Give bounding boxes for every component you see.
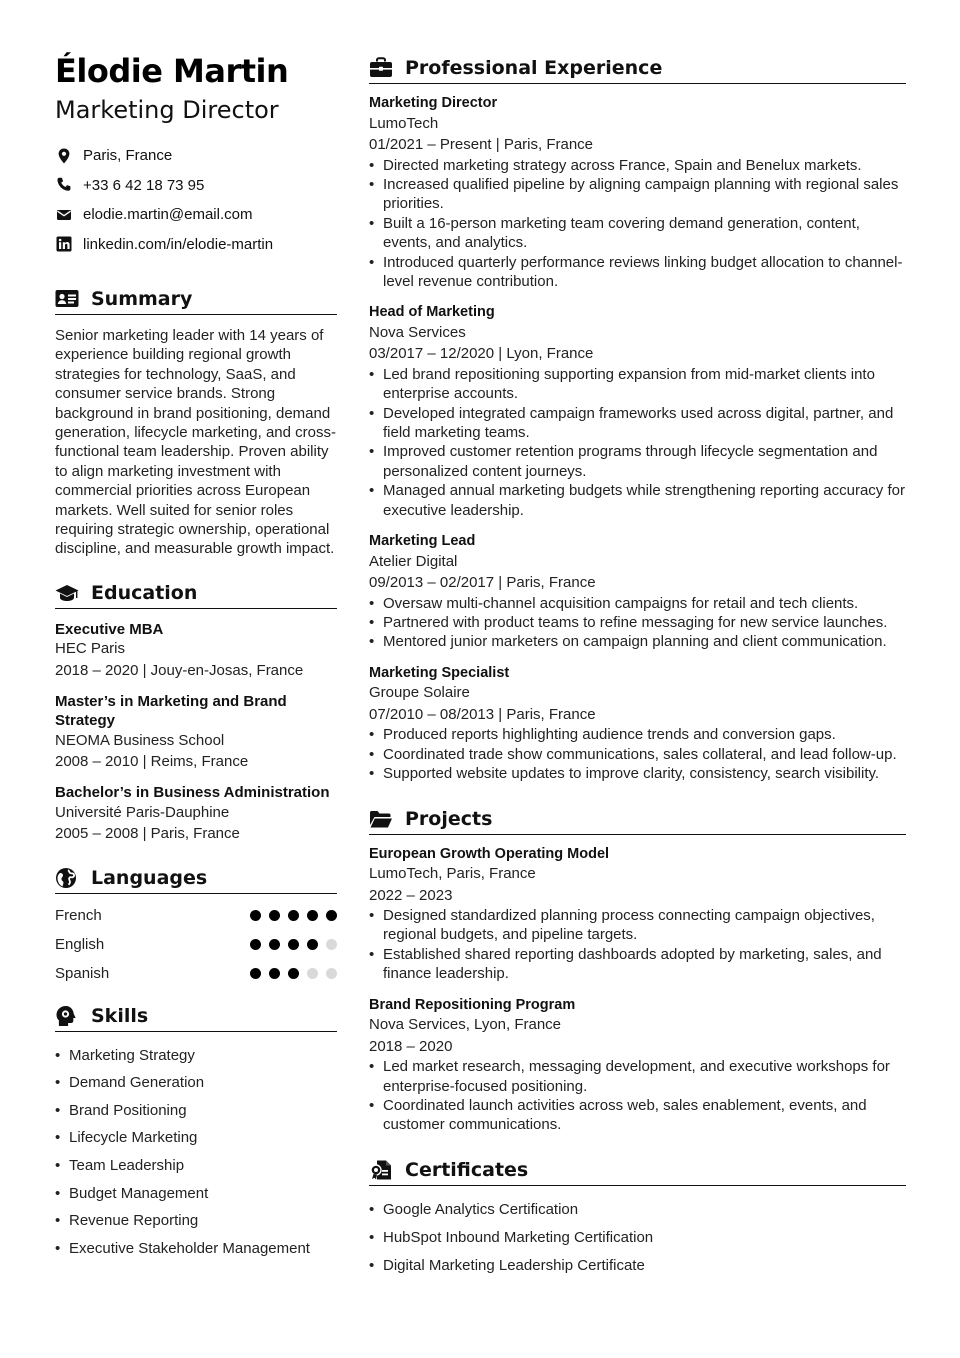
level-dot-filled xyxy=(250,968,261,979)
level-dot-filled xyxy=(307,910,318,921)
education-heading-row xyxy=(55,581,337,609)
language-name: English xyxy=(55,936,105,954)
bullet-text: Introduced quarterly performance reviews linking budget allocation to channel-level revenue contribution. xyxy=(383,253,903,290)
skill-text: Demand Generation xyxy=(69,1074,205,1092)
level-dot-filled xyxy=(326,910,337,921)
project-bullets xyxy=(369,1057,906,1135)
bullet-glyph: • xyxy=(369,633,375,651)
contact-list xyxy=(55,141,337,259)
level-dot-empty xyxy=(307,968,318,979)
project-meta: 2022 – 2023 xyxy=(369,886,453,904)
globe-icon xyxy=(55,867,81,889)
bullet-item xyxy=(369,253,906,292)
contact-phone xyxy=(55,171,337,201)
job-bullets xyxy=(369,156,906,292)
bullet-glyph: • xyxy=(55,1046,61,1064)
bullet-item xyxy=(369,214,906,253)
bullet-glyph: • xyxy=(369,594,375,612)
bullet-item xyxy=(369,365,906,404)
job-role: Marketing Director xyxy=(369,95,498,111)
project-name: European Growth Operating Model xyxy=(369,845,610,862)
level-dot-filled xyxy=(307,939,318,950)
location-text: Paris, France xyxy=(83,147,173,165)
job-org: LumoTech xyxy=(369,114,439,132)
level-dot-filled xyxy=(288,939,299,950)
bullet-text: Coordinated trade show communications, sales collateral, and lead follow-up. xyxy=(383,745,897,763)
skills-heading: Skills xyxy=(91,1005,149,1028)
languages-heading: Languages xyxy=(91,867,208,890)
bullet-item xyxy=(369,175,906,214)
experience-heading: Professional Experience xyxy=(405,57,663,79)
certificates-list xyxy=(369,1196,906,1280)
bullet-glyph: • xyxy=(369,1201,375,1219)
bullet-text: Partnered with product teams to refine messaging for new service launches. xyxy=(383,614,888,631)
linkedin-icon xyxy=(55,236,72,253)
bullet-glyph: • xyxy=(369,253,375,271)
language-level-dots xyxy=(250,968,337,979)
level-dot-filled xyxy=(250,910,261,921)
projects-heading-row xyxy=(369,807,906,835)
education-meta: 2008 – 2010 | Reims, France xyxy=(55,753,249,771)
bullet-item xyxy=(369,725,906,744)
education-item xyxy=(55,692,337,773)
bullet-glyph: • xyxy=(369,765,375,783)
bullet-glyph: • xyxy=(369,1257,375,1275)
skill-item xyxy=(55,1041,337,1069)
certificate-icon xyxy=(369,1159,395,1181)
level-dot-empty xyxy=(326,939,337,950)
level-dot-filled xyxy=(288,910,299,921)
bullet-item xyxy=(369,442,906,481)
bullet-glyph: • xyxy=(369,614,375,631)
bullet-item xyxy=(369,1096,906,1135)
contact-location xyxy=(55,141,337,171)
bullet-text: Designed standardized planning process connecting campaign objectives, regional budgets, and pipeline targets. xyxy=(383,907,875,944)
bullet-glyph: • xyxy=(369,214,375,232)
education-meta: 2005 – 2008 | Paris, France xyxy=(55,825,240,843)
skill-item xyxy=(55,1069,337,1097)
right-column xyxy=(369,56,906,1280)
language-row xyxy=(55,959,337,988)
email-link[interactable]: elodie.martin@email.com xyxy=(83,206,253,224)
folder-icon xyxy=(369,808,395,830)
bullet-item xyxy=(369,613,906,632)
phone-text: +33 6 42 18 73 95 xyxy=(83,176,205,194)
language-level-dots xyxy=(250,939,337,950)
job-bullets xyxy=(369,365,906,520)
project-meta: 2018 – 2020 xyxy=(369,1037,453,1055)
skills-section xyxy=(55,1004,337,1262)
certificates-section xyxy=(369,1158,906,1280)
certificate-text: Google Analytics Certification xyxy=(383,1201,579,1219)
job-meta: 01/2021 – Present | Paris, France xyxy=(369,136,594,153)
summary-heading-row xyxy=(55,287,337,315)
skills-list xyxy=(55,1041,337,1262)
graduation-cap-icon xyxy=(55,582,81,604)
bullet-text: Established shared reporting dashboards adopted by marketing, sales, and finance leadership. xyxy=(383,945,882,983)
bullet-text: Improved customer retention programs through lifecycle segmentation and personalized content journeys. xyxy=(383,443,878,480)
job-role: Head of Marketing xyxy=(369,304,495,321)
bullet-glyph: • xyxy=(369,745,375,763)
project-entry xyxy=(369,996,906,1135)
bullet-text: Managed annual marketing budgets while strengthening reporting accuracy for executive leadership. xyxy=(383,482,905,519)
job-bullets xyxy=(369,594,906,652)
bullet-glyph: • xyxy=(369,365,375,383)
bullet-glyph: • xyxy=(369,482,375,500)
job-meta: 03/2017 – 12/2020 | Lyon, France xyxy=(369,345,594,363)
skill-item xyxy=(55,1207,337,1235)
project-bullets xyxy=(369,906,906,984)
language-list xyxy=(55,901,337,988)
job-entry xyxy=(369,664,906,784)
bullet-item xyxy=(369,632,906,651)
id-card-icon xyxy=(55,288,81,310)
degree: Bachelor’s in Business Administration xyxy=(55,784,330,802)
certificate-text: Digital Marketing Leadership Certificate xyxy=(383,1257,645,1275)
job-org: Nova Services xyxy=(369,323,466,341)
skill-text: Executive Stakeholder Management xyxy=(69,1239,310,1257)
bullet-glyph: • xyxy=(369,907,375,925)
job-org: Groupe Solaire xyxy=(369,684,470,702)
bullet-glyph: • xyxy=(369,175,375,193)
skill-text: Lifecycle Marketing xyxy=(69,1129,198,1147)
language-name: French xyxy=(55,907,102,925)
candidate-title: Marketing Director xyxy=(55,96,279,124)
summary-text: Senior marketing leader with 14 years of experience building regional growth strategies for technology, SaaS, and consumer service brands. Strong background in brand positioning, demand generation, lifecycle marketing, and cross-functional team leadership. Proven ability to align marketing investment with commercial priorities across European markets. Well suited for senior roles requiring strategic ownership, operational discipline, and measurable growth impact. xyxy=(55,327,336,558)
bullet-glyph: • xyxy=(55,1157,61,1175)
education-meta: 2018 – 2020 | Jouy-en-Josas, France xyxy=(55,661,304,679)
education-item xyxy=(55,620,337,681)
bullet-glyph: • xyxy=(55,1212,61,1230)
skill-text: Marketing Strategy xyxy=(69,1046,195,1064)
degree: Executive MBA xyxy=(55,620,164,638)
bullet-glyph: • xyxy=(55,1129,61,1147)
projects-section xyxy=(369,807,906,1135)
level-dot-empty xyxy=(326,968,337,979)
education-item xyxy=(55,783,337,844)
bullet-text: Directed marketing strategy across France, Spain and Benelux markets. xyxy=(383,156,862,174)
certificates-heading: Certificates xyxy=(405,1158,529,1181)
bullet-item xyxy=(369,1057,906,1096)
job-meta: 07/2010 – 08/2013 | Paris, France xyxy=(369,705,596,723)
bullet-item xyxy=(369,764,906,783)
language-row xyxy=(55,901,337,930)
skill-item xyxy=(55,1097,337,1125)
envelope-icon xyxy=(55,206,72,223)
bullet-item xyxy=(369,745,906,764)
contact-linkedin[interactable] xyxy=(55,230,337,260)
job-entry xyxy=(369,303,906,520)
job-entry xyxy=(369,532,906,652)
bullet-text: Oversaw multi-channel acquisition campaigns for retail and tech clients. xyxy=(383,594,859,612)
skill-text: Revenue Reporting xyxy=(69,1212,199,1230)
skill-text: Brand Positioning xyxy=(69,1101,187,1119)
certificate-item xyxy=(369,1196,906,1224)
project-org: Nova Services, Lyon, France xyxy=(369,1016,562,1034)
bullet-glyph: • xyxy=(369,1096,375,1114)
bullet-item xyxy=(369,945,906,984)
education-heading: Education xyxy=(91,581,198,604)
bullet-glyph: • xyxy=(55,1074,61,1092)
languages-heading-row xyxy=(55,866,337,894)
job-org: Atelier Digital xyxy=(369,552,458,570)
bullet-text: Increased qualified pipeline by aligning campaign planning with regional sales priorities. xyxy=(383,175,899,213)
job-role: Marketing Specialist xyxy=(369,664,510,681)
experience-heading-row xyxy=(369,56,906,84)
degree: Master’s in Marketing and Brand Strategy xyxy=(55,692,287,730)
left-column xyxy=(55,52,337,1262)
bullet-text: Mentored junior marketers on campaign planning and client communication. xyxy=(383,633,887,651)
bullet-glyph: • xyxy=(369,1229,375,1247)
bullet-item xyxy=(369,404,906,443)
project-name: Brand Repositioning Program xyxy=(369,996,576,1013)
projects-heading: Projects xyxy=(405,807,493,830)
summary-heading: Summary xyxy=(91,288,193,310)
contact-email[interactable] xyxy=(55,200,337,230)
project-entry xyxy=(369,845,906,984)
bullet-item xyxy=(369,481,906,520)
skill-item xyxy=(55,1152,337,1180)
certificate-item xyxy=(369,1224,906,1252)
institution: HEC Paris xyxy=(55,640,126,658)
bullet-text: Developed integrated campaign frameworks used across digital, partner, and field marketing teams. xyxy=(383,404,894,442)
bullet-glyph: • xyxy=(369,404,375,422)
project-org: LumoTech, Paris, France xyxy=(369,865,536,883)
bullet-text: Produced reports highlighting audience trends and conversion gaps. xyxy=(383,726,836,744)
candidate-name: Élodie Martin xyxy=(55,52,289,90)
experience-section xyxy=(369,56,906,784)
bullet-glyph: • xyxy=(369,1058,375,1076)
bullet-glyph: • xyxy=(369,945,375,963)
certificates-heading-row xyxy=(369,1158,906,1186)
linkedin-link[interactable]: linkedin.com/in/elodie-martin xyxy=(83,235,274,253)
bullet-text: Built a 16-person marketing team covering demand generation, content, events, and analytics. xyxy=(383,214,860,252)
skill-item xyxy=(55,1124,337,1152)
bullet-item xyxy=(369,594,906,613)
bullet-glyph: • xyxy=(55,1239,61,1257)
institution: NEOMA Business School xyxy=(55,731,225,749)
level-dot-filled xyxy=(269,939,280,950)
map-pin-icon xyxy=(55,147,72,164)
skills-heading-row xyxy=(55,1004,337,1032)
job-role: Marketing Lead xyxy=(369,533,476,550)
level-dot-filled xyxy=(269,910,280,921)
job-entry xyxy=(369,94,906,291)
bullet-item xyxy=(369,156,906,175)
briefcase-icon xyxy=(369,57,395,79)
certificate-item xyxy=(369,1252,906,1280)
skill-item xyxy=(55,1179,337,1207)
bullet-glyph: • xyxy=(55,1184,61,1202)
certificate-text: HubSpot Inbound Marketing Certification xyxy=(383,1229,654,1247)
bullet-item xyxy=(369,906,906,945)
bullet-glyph: • xyxy=(55,1101,61,1119)
head-gear-icon xyxy=(55,1005,81,1027)
language-level-dots xyxy=(250,910,337,921)
level-dot-filled xyxy=(250,939,261,950)
skill-text: Budget Management xyxy=(69,1184,209,1202)
skill-item xyxy=(55,1235,337,1263)
bullet-glyph: • xyxy=(369,156,375,174)
job-meta: 09/2013 – 02/2017 | Paris, France xyxy=(369,574,596,592)
level-dot-filled xyxy=(288,968,299,979)
level-dot-filled xyxy=(269,968,280,979)
languages-section xyxy=(55,866,337,988)
education-section xyxy=(55,581,337,845)
summary-section xyxy=(55,287,337,559)
job-bullets xyxy=(369,725,906,783)
skill-text: Team Leadership xyxy=(69,1157,185,1175)
bullet-glyph: • xyxy=(369,726,375,744)
bullet-text: Led market research, messaging development, and executive workshops for enterprise-focused positioning. xyxy=(383,1058,890,1095)
phone-icon xyxy=(55,177,72,194)
bullet-text: Coordinated launch activities across web, sales enablement, events, and customer communications. xyxy=(383,1096,867,1134)
bullet-text: Led brand repositioning supporting expansion from mid-market clients into enterprise accounts. xyxy=(383,365,875,403)
institution: Université Paris-Dauphine xyxy=(55,803,230,821)
language-name: Spanish xyxy=(55,965,110,983)
bullet-glyph: • xyxy=(369,443,375,461)
bullet-text: Supported website updates to improve clarity, consistency, search visibility. xyxy=(383,765,880,783)
language-row xyxy=(55,930,337,959)
